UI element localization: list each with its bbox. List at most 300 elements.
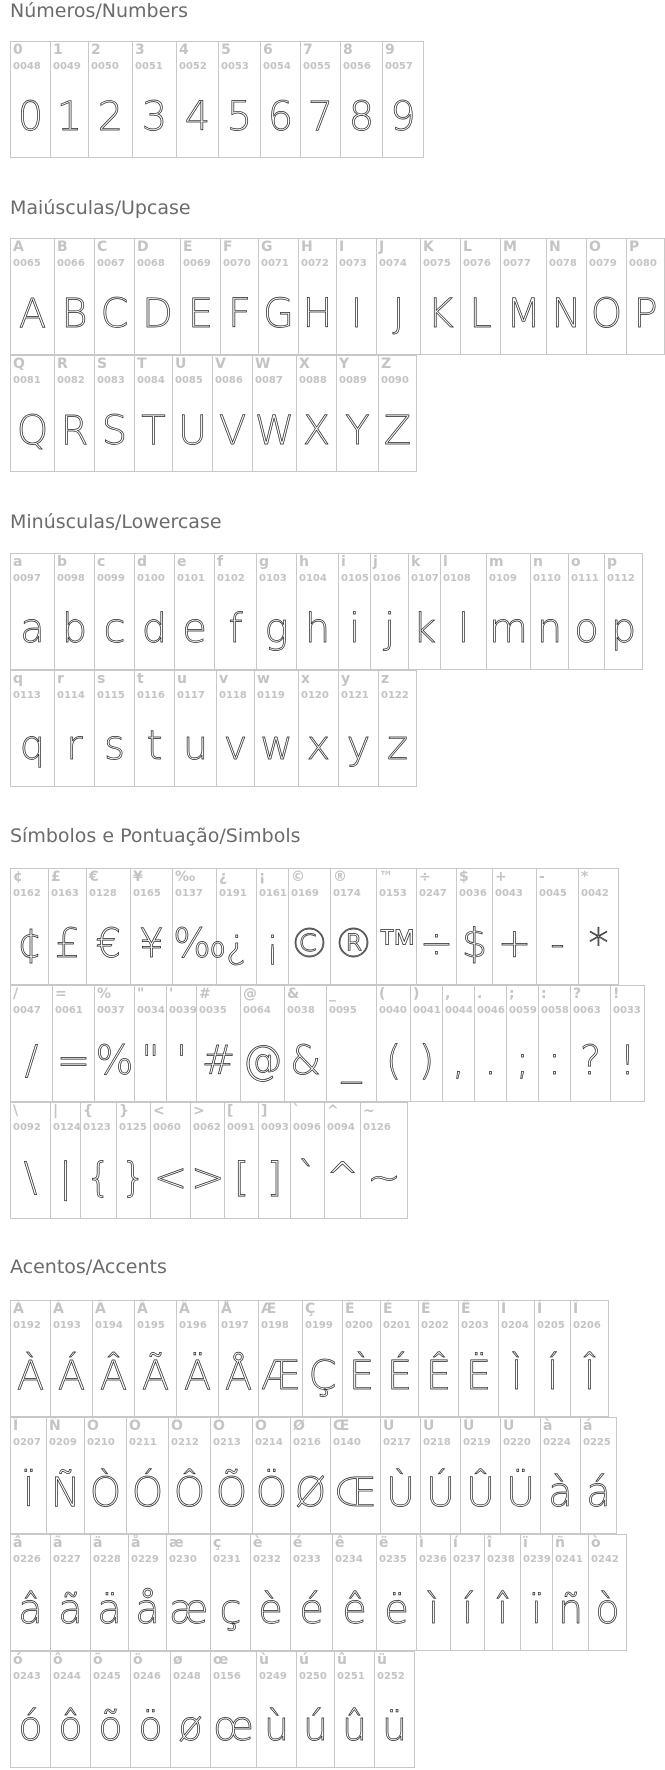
glyph-code-label: 0083: [97, 375, 125, 386]
glyph-code-label: 0071: [261, 258, 289, 269]
glyph-cell: [381, 1301, 419, 1416]
glyph-code-label: 0074: [379, 258, 407, 269]
glyph-code-label: 0194: [95, 1320, 123, 1331]
glyph-character-label: ì: [419, 1535, 424, 1551]
glyph-sample: Ì: [510, 1353, 523, 1399]
glyph-code-label: 0229: [131, 1554, 159, 1565]
glyph-character-label: 3: [135, 42, 145, 58]
glyph-code-label: 0097: [13, 573, 41, 584]
glyph-code-label: 0243: [13, 1671, 41, 1682]
glyph-cell: [361, 1103, 408, 1218]
glyph-cell: [371, 554, 409, 669]
glyph-character-label: 5: [221, 42, 231, 58]
glyph-sample: b: [61, 606, 88, 652]
glyph-cell: [331, 869, 377, 984]
glyph-character-label: X: [299, 356, 310, 372]
glyph-character-label: @: [243, 986, 257, 1002]
glyph-cell: [177, 42, 219, 157]
glyph-character-label: S: [97, 356, 108, 372]
glyph-cell: [337, 356, 379, 471]
glyph-cell: [499, 1301, 535, 1416]
glyph-character-label: p: [607, 554, 618, 570]
glyph-character-label: ï: [523, 1535, 528, 1551]
glyph-code-label: 0105: [341, 573, 369, 584]
glyph-code-label: 0234: [335, 1554, 363, 1565]
glyph-cell: [11, 1418, 47, 1533]
glyph-sample: L: [469, 291, 492, 337]
glyph-code-label: 0225: [583, 1437, 611, 1448]
glyph-cell: [257, 554, 297, 669]
glyph-sample: S: [101, 408, 128, 454]
glyph-cell: [417, 1535, 451, 1650]
glyph-character-label: Q: [13, 356, 25, 372]
glyph-sample: |: [58, 1155, 73, 1201]
glyph-sample: ;: [515, 1038, 530, 1084]
glyph-code-label: 0042: [581, 888, 609, 899]
glyph-sample: ê: [342, 1587, 367, 1633]
glyph-code-label: 0100: [137, 573, 165, 584]
glyph-cell: [501, 1418, 541, 1533]
glyph-cell: [81, 1103, 117, 1218]
glyph-code-label: 0058: [541, 1005, 569, 1016]
glyph-character-label: 9: [385, 42, 395, 58]
glyph-code-label: 0203: [461, 1320, 489, 1331]
glyph-sample: o: [574, 606, 599, 652]
glyph-character-label: ç: [213, 1535, 222, 1551]
glyph-code-label: 0111: [571, 573, 599, 584]
glyph-sample: j: [383, 606, 396, 652]
glyph-code-label: 0125: [119, 1122, 147, 1133]
glyph-character-label: £: [51, 869, 61, 885]
glyph-cell: [91, 1652, 131, 1767]
glyph-character-label: g: [259, 554, 270, 570]
glyph-code-label: 0081: [13, 375, 41, 386]
glyph-cell: [443, 986, 475, 1101]
glyph-row: [10, 553, 643, 670]
glyph-code-label: 0052: [179, 61, 207, 72]
glyph-sample: Ä: [183, 1353, 212, 1399]
glyph-character-label: e: [177, 554, 187, 570]
glyph-code-label: 0204: [501, 1320, 529, 1331]
glyph-code-label: 0051: [135, 61, 163, 72]
glyph-sample: 8: [348, 94, 375, 140]
glyph-character-label: ë: [379, 1535, 389, 1551]
glyph-code-label: 0039: [169, 1005, 197, 1016]
glyph-cell: [587, 239, 627, 354]
glyph-sample: ?: [579, 1038, 602, 1084]
glyph-sample: Õ: [215, 1470, 248, 1516]
glyph-sample: Ú: [425, 1470, 456, 1516]
glyph-sample: 7: [307, 94, 334, 140]
glyph-character-label: %: [97, 986, 112, 1002]
glyph-character-label: $: [459, 869, 469, 885]
glyph-code-label: 0161: [259, 888, 287, 899]
glyph-code-label: 0250: [299, 1671, 327, 1682]
glyph-cell: [539, 986, 571, 1101]
glyph-sample: Û: [465, 1470, 496, 1516]
glyph-cell: [177, 1301, 219, 1416]
glyph-character-label: ó: [13, 1652, 23, 1668]
glyph-code-label: 0057: [385, 61, 413, 72]
glyph-character-label: [: [227, 1103, 234, 1119]
glyph-character-label: Ë: [461, 1301, 471, 1317]
glyph-cell: [95, 554, 135, 669]
glyph-cell: [421, 239, 461, 354]
glyph-code-label: 0053: [221, 61, 249, 72]
glyph-code-label: 0140: [333, 1437, 361, 1448]
glyph-character-label: ù: [259, 1652, 269, 1668]
glyph-code-label: 0217: [383, 1437, 411, 1448]
glyph-sample: <: [153, 1155, 188, 1201]
glyph-code-label: 0230: [169, 1554, 197, 1565]
glyph-code-label: 0165: [133, 888, 161, 899]
glyph-sample: }: [120, 1155, 147, 1201]
glyph-cell: [169, 1418, 211, 1533]
glyph-sample: 2: [97, 94, 124, 140]
glyph-cell: [501, 239, 547, 354]
glyph-cell: [191, 1103, 225, 1218]
glyph-cell: [579, 869, 619, 984]
glyph-cell: [337, 239, 377, 354]
glyph-character-label: Á: [53, 1301, 64, 1317]
glyph-cell: [571, 1301, 609, 1416]
glyph-character-label: h: [299, 554, 309, 570]
glyph-code-label: 0099: [97, 573, 125, 584]
glyph-cell: [181, 239, 221, 354]
glyph-sample: 6: [267, 94, 294, 140]
glyph-code-label: 0197: [221, 1320, 249, 1331]
glyph-character-label: Û: [463, 1418, 475, 1434]
glyph-cell: [475, 986, 507, 1101]
glyph-code-label: 0206: [573, 1320, 601, 1331]
glyph-character-label: 7: [303, 42, 313, 58]
glyph-character-label: Y: [339, 356, 350, 372]
glyph-cell: [173, 869, 227, 984]
glyph-cell: [331, 1418, 381, 1533]
glyph-cell: [493, 869, 537, 984]
glyph-character-label: Ú: [423, 1418, 435, 1434]
glyph-code-label: 0231: [213, 1554, 241, 1565]
glyph-sample: Ø: [294, 1470, 327, 1516]
glyph-code-label: 0201: [383, 1320, 411, 1331]
glyph-code-label: 0163: [51, 888, 79, 899]
glyph-code-label: 0033: [613, 1005, 641, 1016]
glyph-character-label: >: [193, 1103, 205, 1119]
glyph-character-label: ®: [333, 869, 347, 885]
glyph-cell: [55, 356, 95, 471]
glyph-character-label: m: [489, 554, 504, 570]
glyph-character-label: *: [581, 869, 589, 885]
glyph-character-label: Ö: [255, 1418, 267, 1434]
glyph-character-label: y: [341, 671, 351, 687]
glyph-cell: [95, 239, 135, 354]
glyph-code-label: 0241: [555, 1554, 583, 1565]
glyph-character-label: M: [503, 239, 517, 255]
glyph-sample: æ: [168, 1587, 209, 1633]
glyph-sample: +: [497, 921, 532, 967]
glyph-cell: [217, 869, 257, 984]
glyph-character-label: Ô: [171, 1418, 183, 1434]
glyph-sample: ï: [530, 1587, 543, 1633]
glyph-code-label: 0035: [199, 1005, 227, 1016]
glyph-cell: [241, 986, 285, 1101]
glyph-character-label: ö: [133, 1652, 143, 1668]
section-title-accents: Acentos/Accents: [10, 1256, 167, 1278]
glyph-character-label: f: [217, 554, 224, 570]
glyph-cell: [571, 986, 611, 1101]
glyph-cell: [257, 1652, 297, 1767]
glyph-sample: V: [218, 408, 247, 454]
glyph-character-label: F: [223, 239, 233, 255]
glyph-cell: [297, 554, 339, 669]
glyph-cell: [11, 356, 55, 471]
glyph-code-label: 0037: [97, 1005, 125, 1016]
glyph-character-label: z: [381, 671, 390, 687]
glyph-sample: Ô: [173, 1470, 206, 1516]
glyph-character-label: ô: [53, 1652, 63, 1668]
glyph-character-label: :: [541, 986, 547, 1002]
glyph-character-label: Z: [381, 356, 392, 372]
glyph-sample: 1: [56, 94, 83, 140]
glyph-code-label: 0069: [183, 258, 211, 269]
glyph-sample: ": [141, 1038, 160, 1084]
glyph-sample: _: [341, 1038, 362, 1084]
glyph-code-label: 0096: [293, 1122, 321, 1133]
glyph-sample: ¿: [225, 921, 248, 967]
glyph-code-label: 0116: [137, 690, 165, 701]
glyph-cell: [51, 1535, 91, 1650]
glyph-code-label: 0210: [87, 1437, 115, 1448]
glyph-code-label: 0045: [539, 888, 567, 899]
glyph-cell: [521, 1535, 553, 1650]
glyph-character-label: N: [549, 239, 561, 255]
glyph-cell: [461, 1418, 501, 1533]
glyph-character-label: ä: [93, 1535, 103, 1551]
glyph-character-label: Ó: [129, 1418, 141, 1434]
glyph-code-label: 0041: [413, 1005, 441, 1016]
glyph-sample: a: [20, 606, 45, 652]
glyph-sample: œ: [213, 1704, 254, 1750]
glyph-cell: [379, 671, 417, 786]
glyph-sample: Í: [546, 1353, 559, 1399]
glyph-character-label: Å: [221, 1301, 232, 1317]
glyph-sample: ù: [263, 1704, 290, 1750]
glyph-code-label: 0224: [543, 1437, 571, 1448]
glyph-sample: X: [302, 408, 331, 454]
glyph-cell: [11, 239, 55, 354]
glyph-sample: P: [633, 291, 658, 337]
glyph-sample: w: [260, 723, 293, 769]
glyph-code-label: 0242: [591, 1554, 619, 1565]
glyph-character-label: ©: [291, 869, 305, 885]
glyph-cell: [259, 239, 299, 354]
glyph-code-label: 0048: [13, 61, 41, 72]
glyph-character-label: ÷: [419, 869, 431, 885]
glyph-code-label: 0102: [217, 573, 245, 584]
glyph-character-label: À: [13, 1301, 24, 1317]
glyph-row: [10, 1534, 627, 1651]
glyph-sample: q: [19, 723, 46, 769]
glyph-sample: ): [418, 1038, 435, 1084]
glyph-code-label: 0093: [261, 1122, 289, 1133]
glyph-sample: 4: [184, 94, 211, 140]
glyph-sample: n: [536, 606, 563, 652]
glyph-sample: Y: [345, 408, 370, 454]
glyph-cell: [541, 1418, 581, 1533]
glyph-cell: [257, 869, 289, 984]
glyph-cell: [335, 1652, 375, 1767]
glyph-code-label: 0089: [339, 375, 367, 386]
glyph-sample: Ó: [131, 1470, 164, 1516]
glyph-character-label: ã: [53, 1535, 63, 1551]
glyph-character-label: |: [53, 1103, 59, 1119]
glyph-character-label: s: [97, 671, 106, 687]
glyph-row: [10, 868, 619, 985]
glyph-code-label: 0244: [53, 1671, 81, 1682]
glyph-character-label: +: [495, 869, 507, 885]
glyph-sample: T: [141, 408, 166, 454]
glyph-sample: ~: [367, 1155, 401, 1201]
glyph-sample: 9: [390, 94, 416, 140]
glyph-cell: [611, 986, 645, 1101]
glyph-code-label: 0098: [57, 573, 85, 584]
glyph-sample: ò: [595, 1587, 620, 1633]
glyph-cell: [417, 869, 457, 984]
glyph-code-label: 0047: [13, 1005, 41, 1016]
glyph-character-label: B: [57, 239, 68, 255]
glyph-sample: D: [142, 291, 173, 337]
glyph-code-label: 0220: [503, 1437, 531, 1448]
glyph-sample: õ: [98, 1704, 123, 1750]
glyph-cell: [341, 42, 383, 157]
glyph-cell: [11, 671, 55, 786]
glyph-character-label: é: [293, 1535, 303, 1551]
glyph-character-label: ]: [261, 1103, 268, 1119]
glyph-character-label: O: [589, 239, 601, 255]
glyph-character-label: Æ: [261, 1301, 277, 1317]
glyph-sample: €: [95, 921, 122, 967]
glyph-code-label: 0113: [13, 690, 41, 701]
glyph-code-label: 0070: [223, 258, 251, 269]
glyph-code-label: 0213: [213, 1437, 241, 1448]
glyph-code-label: 0235: [379, 1554, 407, 1565]
glyph-character-label: ;: [509, 986, 515, 1002]
glyph-sample: m: [489, 606, 528, 652]
glyph-cell: [135, 239, 181, 354]
glyph-row: [10, 670, 417, 787]
glyph-sample: i: [348, 606, 361, 652]
glyph-sample: N: [551, 291, 582, 337]
glyph-sample: !: [619, 1038, 636, 1084]
glyph-sample: J: [392, 291, 405, 337]
glyph-sample: ø: [178, 1704, 203, 1750]
glyph-code-label: 0054: [263, 61, 291, 72]
glyph-row: [10, 1417, 617, 1534]
glyph-cell: [127, 1418, 169, 1533]
glyph-row: [10, 985, 645, 1102]
glyph-cell: [49, 869, 87, 984]
glyph-code-label: 0072: [301, 258, 329, 269]
glyph-sample: (: [385, 1038, 402, 1084]
glyph-cell: [51, 1103, 81, 1218]
glyph-cell: [485, 1535, 521, 1650]
glyph-cell: [11, 1301, 51, 1416]
glyph-cell: [411, 986, 443, 1101]
glyph-character-label: 6: [263, 42, 273, 58]
glyph-cell: [299, 671, 339, 786]
glyph-cell: [253, 356, 297, 471]
glyph-cell: [175, 554, 215, 669]
glyph-sample: é: [299, 1587, 324, 1633]
glyph-code-label: 0236: [419, 1554, 447, 1565]
glyph-sample: ä: [97, 1587, 122, 1633]
glyph-code-label: 0063: [573, 1005, 601, 1016]
glyph-sample: ¢: [16, 921, 43, 967]
glyph-cell: [377, 869, 417, 984]
glyph-cell: [131, 869, 173, 984]
glyph-cell: [487, 554, 531, 669]
glyph-sample: [: [233, 1155, 250, 1201]
glyph-sample: Q: [16, 408, 49, 454]
glyph-code-label: 0103: [259, 573, 287, 584]
glyph-sample: ]: [266, 1155, 283, 1201]
glyph-character-label: P: [629, 239, 640, 255]
glyph-code-label: 0251: [337, 1671, 365, 1682]
glyph-character-label: k: [411, 554, 421, 570]
glyph-sample: H: [302, 291, 333, 337]
glyph-sample: ©: [289, 921, 330, 967]
glyph-sample: R: [60, 408, 89, 454]
glyph-character-label: ™: [379, 869, 393, 885]
glyph-sample: {: [85, 1155, 112, 1201]
glyph-sample: #: [201, 1038, 236, 1084]
glyph-character-label: C: [97, 239, 108, 255]
glyph-character-label: -: [539, 869, 545, 885]
glyph-sample: ™: [377, 921, 417, 967]
glyph-sample: .: [484, 1038, 497, 1084]
glyph-code-label: 0156: [213, 1671, 241, 1682]
glyph-cell: [11, 42, 51, 157]
glyph-code-label: 0192: [13, 1320, 41, 1331]
glyph-cell: [221, 239, 259, 354]
glyph-code-label: 0123: [83, 1122, 111, 1133]
glyph-code-label: 0169: [291, 888, 319, 899]
glyph-cell: [441, 554, 487, 669]
glyph-character-label: !: [613, 986, 620, 1002]
glyph-character-label: .: [477, 986, 483, 1002]
glyph-sample: &: [289, 1038, 322, 1084]
glyph-character-label: â: [13, 1535, 23, 1551]
glyph-sample: ®: [333, 921, 374, 967]
glyph-sample: ì: [427, 1587, 440, 1633]
glyph-character-label: Ò: [87, 1418, 99, 1434]
glyph-code-label: 0049: [53, 61, 81, 72]
glyph-cell: [151, 1103, 191, 1218]
glyph-code-label: 0108: [443, 573, 471, 584]
glyph-cell: [377, 986, 411, 1101]
glyph-character-label: b: [57, 554, 68, 570]
glyph-sample: ^: [325, 1155, 360, 1201]
glyph-character-label: q: [13, 671, 24, 687]
glyph-sample: £: [54, 921, 81, 967]
glyph-cell: [167, 1535, 211, 1650]
glyph-code-label: 0090: [381, 375, 409, 386]
glyph-code-label: 0034: [137, 1005, 165, 1016]
glyph-code-label: 0085: [175, 375, 203, 386]
glyph-cell: [377, 239, 421, 354]
glyph-sample: B: [61, 291, 88, 337]
glyph-character-label: Ì: [501, 1301, 507, 1317]
